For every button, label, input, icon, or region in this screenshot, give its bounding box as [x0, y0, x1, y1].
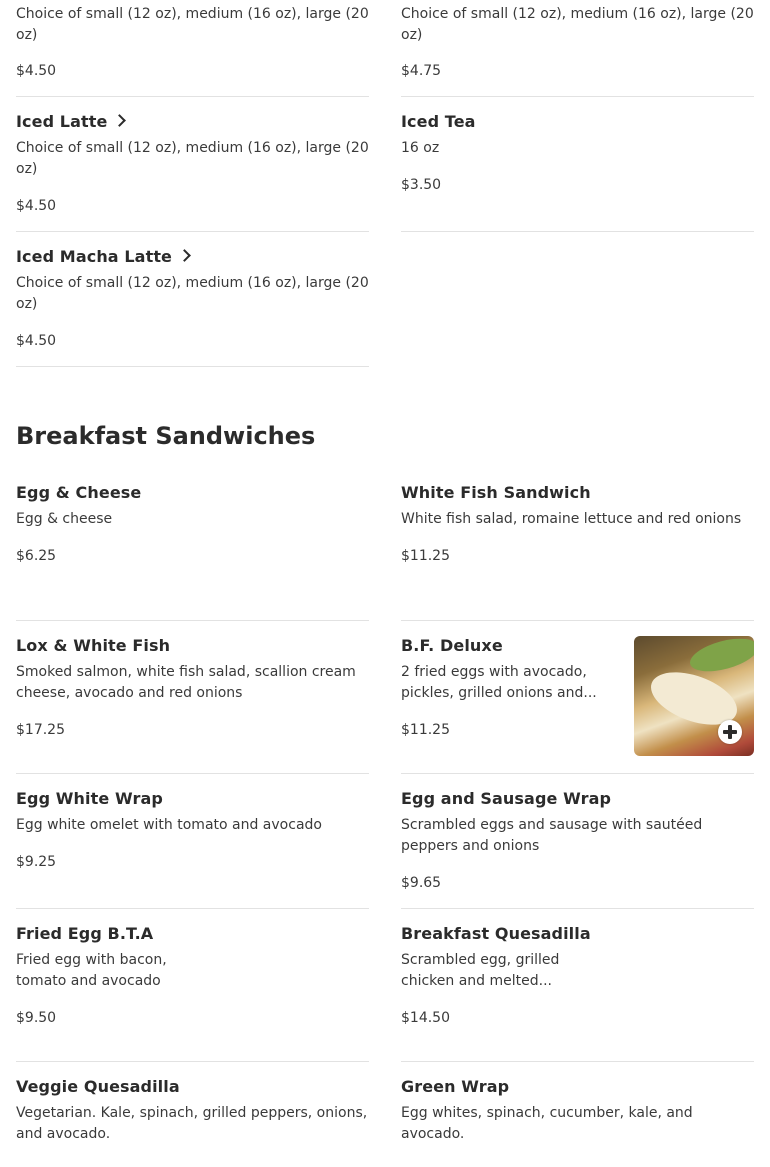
item-name-row: [16, 247, 189, 267]
item-description: Smoked salmon, white fish salad, scallion cream cheese, avocado and red onions: [16, 664, 356, 701]
item-price: $9.25: [16, 854, 57, 870]
item-description: Choice of small (12 oz), medium (16 oz), large (20 oz): [16, 275, 369, 312]
menu-item-iced-latte[interactable]: [16, 112, 369, 232]
item-description: Choice of small (12 oz), medium (16 oz), large (20 oz): [401, 6, 754, 43]
item-name: Green Wrap: [401, 1077, 510, 1096]
menu-item-drink-partial[interactable]: [401, 0, 754, 97]
item-price: $4.50: [16, 63, 57, 79]
item-name: White Fish Sandwich: [401, 483, 591, 502]
item-price: $14.50: [401, 1010, 450, 1026]
chevron-right-icon: [178, 249, 191, 262]
menu-item-fried-egg-bta[interactable]: [16, 924, 369, 1062]
menu-item-coffee-partial[interactable]: [16, 0, 369, 97]
item-price: $6.25: [16, 548, 57, 564]
menu-item-white-fish-sandwich[interactable]: [401, 483, 754, 621]
item-name-row: [16, 112, 124, 132]
item-description: 16 oz: [401, 140, 440, 156]
avocado-shape: [687, 636, 754, 678]
item-description: Choice of small (12 oz), medium (16 oz), large (20 oz): [16, 140, 369, 177]
item-price: $3.50: [401, 177, 442, 193]
item-price: $4.75: [401, 63, 442, 79]
item-name: Egg and Sausage Wrap: [401, 789, 612, 808]
item-description: Egg whites, spinach, cucumber, kale, and avocado.: [401, 1105, 693, 1142]
menu-item-breakfast-quesadilla[interactable]: [401, 924, 754, 1062]
section-title: Breakfast Sandwiches: [16, 422, 316, 450]
item-name: B.F. Deluxe: [401, 636, 503, 655]
menu-item-iced-tea[interactable]: [401, 112, 754, 232]
menu-item-bf-deluxe[interactable]: [401, 636, 754, 774]
item-description: Egg white omelet with tomato and avocado: [16, 817, 322, 833]
item-name: Fried Egg B.T.A: [16, 924, 154, 943]
chevron-right-icon: [114, 114, 127, 127]
menu-item-egg-cheese[interactable]: [16, 483, 369, 621]
item-price: $9.50: [16, 1010, 57, 1026]
plus-circle-icon[interactable]: [718, 720, 742, 744]
menu-item-lox-white-fish[interactable]: [16, 636, 369, 774]
sandwich-photo[interactable]: [634, 636, 754, 756]
menu-item-veggie-quesadilla[interactable]: [16, 1077, 369, 1167]
item-description: Fried egg with bacon, tomato and avocado: [16, 952, 167, 989]
item-name: Iced Macha Latte: [16, 247, 173, 266]
menu-item-egg-white-wrap[interactable]: [16, 789, 369, 909]
item-price: $4.50: [16, 198, 57, 214]
item-name: Iced Tea: [401, 112, 476, 131]
item-description: 2 fried eggs with avocado, pickles, grilled onions and...: [401, 664, 597, 701]
item-description: Egg & cheese: [16, 511, 113, 527]
item-description: Vegetarian. Kale, spinach, grilled peppers, onions, and avocado.: [16, 1105, 368, 1142]
item-description: Scrambled eggs and sausage with sautéed peppers and onions: [401, 817, 703, 854]
item-price: $9.65: [401, 875, 442, 891]
item-description: Choice of small (12 oz), medium (16 oz), large (20 oz): [16, 6, 369, 43]
menu-item-iced-macha-latte[interactable]: [16, 247, 369, 367]
item-name: Egg & Cheese: [16, 483, 142, 502]
item-price: $17.25: [16, 722, 65, 738]
item-description: Scrambled egg, grilled chicken and melted...: [401, 952, 560, 989]
item-price: $11.25: [401, 548, 450, 564]
item-price: $4.50: [16, 333, 57, 349]
menu-item-egg-sausage-wrap[interactable]: [401, 789, 754, 909]
item-price: $11.25: [401, 722, 450, 738]
item-description: White fish salad, romaine lettuce and red onions: [401, 511, 742, 527]
item-name: Iced Latte: [16, 112, 108, 131]
item-name: Lox & White Fish: [16, 636, 171, 655]
item-name: Egg White Wrap: [16, 789, 163, 808]
item-name: Veggie Quesadilla: [16, 1077, 180, 1096]
menu-item-green-wrap[interactable]: [401, 1077, 754, 1167]
item-name: Breakfast Quesadilla: [401, 924, 591, 943]
